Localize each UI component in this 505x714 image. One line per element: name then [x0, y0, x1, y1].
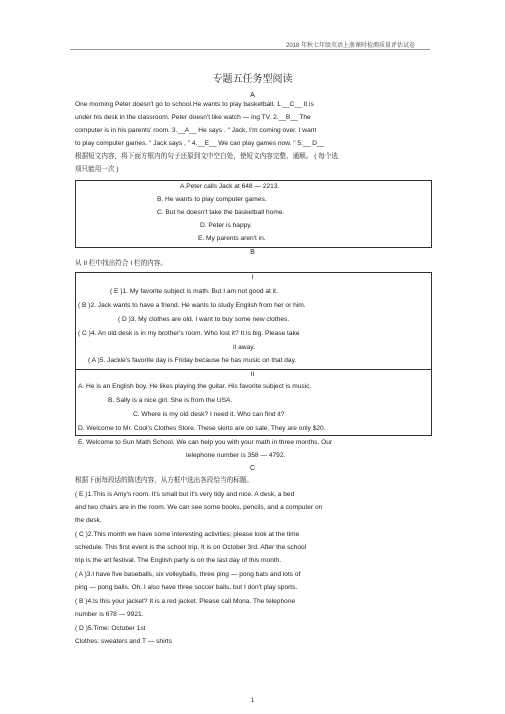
- passage-c-line: ( C )2.This month we have some interesting activities; please look at the time: [75, 531, 300, 538]
- match-option: B. Sally is a nice girl. She is from the USA.: [108, 397, 233, 404]
- match-option: C. Where is my old desk? I need it. Who can find it?: [133, 411, 285, 418]
- section-b-label: B: [250, 249, 255, 256]
- section-a-label: A: [250, 92, 255, 99]
- passage-a-line: 根据短文内容，将下面方框内的句子还原到文中空白处，使短文内容完整、通顺。 ( 每个选: [75, 153, 339, 160]
- option-a: A.Peter calls Jack at 648 — 2213.: [180, 183, 280, 190]
- instruction-c: 根据下面每段话的陈述内容，从方框中选出各段恰当的标题。: [75, 477, 254, 484]
- passage-c-line: the desk.: [75, 517, 102, 524]
- passage-c-line: ( E )1.This is Amy's room. It's small but it's very tidy and nice. A desk, a bed: [75, 491, 295, 498]
- passage-c-line: trip is the art festival. The English party is on the last day of this month.: [75, 557, 282, 564]
- match-item: ( A )5. Jackie's favorite day is Friday because he has music on that day.: [88, 357, 297, 364]
- header-rule: [70, 49, 430, 50]
- passage-c-line: ( B )4.Is this your jacket? It is a red jacket. Please call Mona. The telephone: [75, 598, 296, 605]
- column-ii-head: II: [250, 371, 255, 378]
- column-i-head: I: [251, 274, 254, 281]
- match-item: ( E )1. My favorite subject is math. But I am not good at it.: [110, 288, 278, 295]
- passage-a-line: under his desk in the classroom. Peter doesn't like watch — ing TV. 2.__B__ The: [75, 114, 311, 121]
- section-c-label: C: [249, 465, 256, 472]
- page-number: 1: [250, 698, 255, 704]
- passage-c-line: ( D )5.Time: October 1st: [75, 625, 146, 632]
- passage-c-line: Clothes: sweaters and T — shirts: [75, 638, 172, 645]
- option-b: B. He wants to play computer games.: [157, 196, 267, 203]
- passage-a-line: to play computer games. " Jack says , " 4.__E__ We can play games now. " 5.__ D__: [75, 140, 325, 147]
- passage-a-line: One morning Peter doesn't go to school.He wants to play basketball. 1.__C__ It is: [75, 101, 314, 108]
- column-divider: [75, 369, 432, 370]
- page-title: 专题五任务型阅读: [212, 74, 293, 85]
- passage-a-line: computer is in his parents' room. 3.__A__ He says . " Jack, I'm coming over. I want: [75, 127, 317, 134]
- passage-c-line: and two chairs are in the room. We can see some books, pencils, and a computer on: [75, 504, 323, 511]
- option-e: E. My parents aren't in.: [198, 235, 266, 242]
- page-header: 2018 年秋七年级英语上册课时检测质量评估试卷: [285, 43, 415, 49]
- match-item: ( B )2. Jack wants to have a friend. He wants to study English from her or him.: [78, 302, 306, 309]
- match-option-cont: telephone number is 358 — 4792.: [186, 452, 286, 459]
- passage-c-line: ( A )3.I have five baseballs, six volleyballs, three ping — pong bats and lots of: [75, 571, 301, 578]
- passage-c-line: number is 678 — 9921.: [75, 611, 144, 618]
- match-item-cont: it away.: [233, 344, 255, 351]
- option-c: C. But he doesn't take the basketball home.: [157, 209, 285, 216]
- match-option: E. Welcome to Sun Math School. We can help you with your math in three months. Our: [78, 439, 333, 446]
- passage-c-line: ping — pong balls. Oh. I also have three soccer balls, but I don't play sports.: [75, 584, 298, 591]
- passage-c-line: schedule. This first event is the school trip. It is on October 3rd. After the school: [75, 544, 307, 551]
- match-item: ( C )4. An old desk is in my brother's room. Who lost it? It is big. Please take: [78, 330, 300, 337]
- instruction-b: 从 II 栏中找出符合 I 栏的内容。: [75, 260, 167, 267]
- match-option: D. Welcome to Mr. Cool's Clothes Store. These skirts are on sale. They are only $20.: [78, 425, 326, 432]
- match-item: ( D )3. My clothes are old. I want to buy some new clothes.: [118, 316, 290, 323]
- passage-a-line: 项只能用一次 ): [75, 166, 119, 173]
- match-option: A. He is an English boy. He likes playing the guitar. His favorite subject is music.: [78, 383, 312, 390]
- option-d: D. Peter is happy.: [200, 222, 252, 229]
